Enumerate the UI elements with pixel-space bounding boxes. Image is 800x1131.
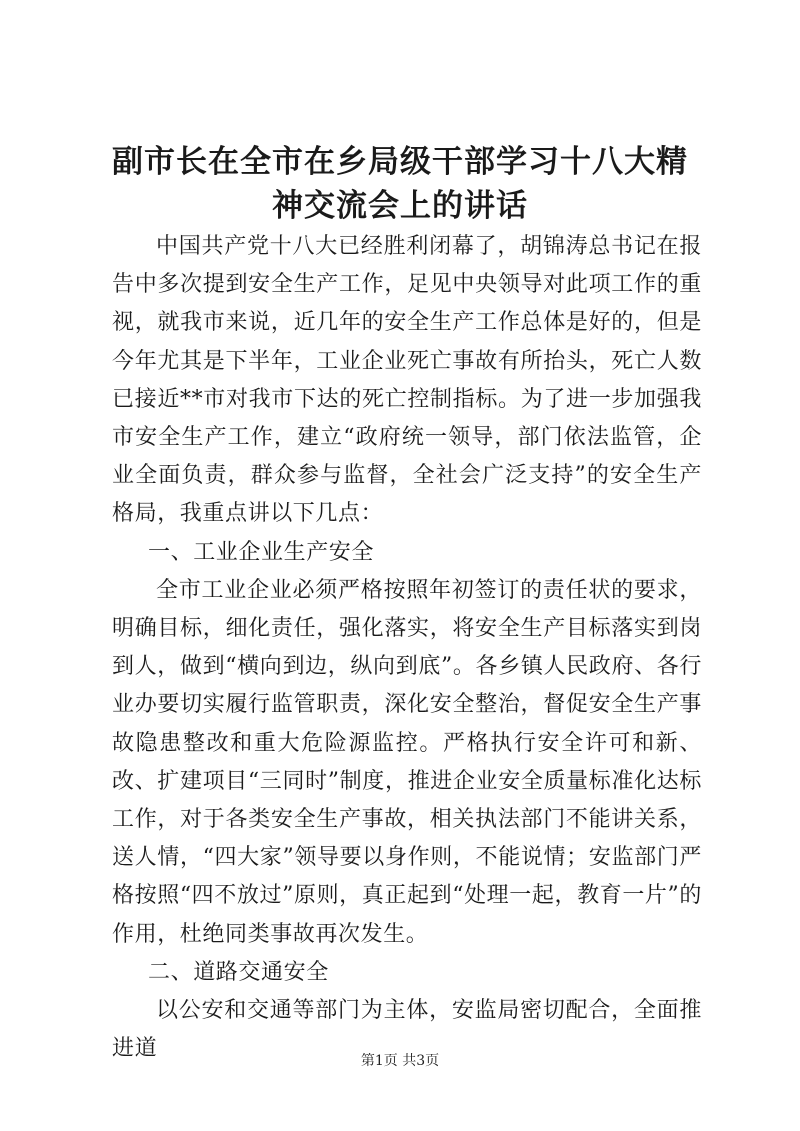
section-heading-industrial-safety: 一、工业企业生产安全 bbox=[148, 539, 375, 565]
document-body bbox=[112, 228, 702, 1068]
industrial-safety-paragraph: 全市工业企业必须严格按照年初签订的责任状的要求，明确目标，细化责任，强化落实，将安全生产目标落实到岗到人，做到“横向到边，纵向到底”。各乡镇人民政府、各行业办要切实履行监管职责，深化安全整治，督促安全生产事故隐患整改和重大危险源监控。严格执行安全许可和新、改、扩建项目“三同时”制度，推进企业安全质量标准化达标工作，对于各类安全生产事故，相关执法部门不能讲关系，送人情，“四大家”领导要以身作则，不能说情；安监部门严格按照“四不放过”原则，真正起到“处理一起，教育一片”的作用，杜绝同类事故再次发生。 bbox=[112, 577, 702, 947]
section-heading-road-traffic-safety: 二、道路交通安全 bbox=[148, 959, 329, 985]
document-title: 副市长在全市在乡局级干部学习十八大精神交流会上的讲话 bbox=[112, 144, 688, 224]
intro-paragraph: 中国共产党十八大已经胜利闭幕了，胡锦涛总书记在报告中多次提到安全生产工作，足见中央领导对此项工作的重视，就我市来说，近几年的安全生产工作总体是好的，但是今年尤其是下半年，工业企业死亡事故有所抬头，死亡人数已接近**市对我市下达的死亡控制指标。为了进一步加强我市安全生产工作，建立“政府统一领导，部门依法监管，企业全面负责，群众参与监督，全社会广泛支持”的安全生产格局，我重点讲以下几点： bbox=[112, 234, 702, 527]
road-traffic-safety-paragraph: 以公安和交通等部门为主体，安监局密切配合，全面推进道 bbox=[112, 998, 702, 1062]
page-number-footer: 第1页 共3页 bbox=[360, 1053, 440, 1069]
